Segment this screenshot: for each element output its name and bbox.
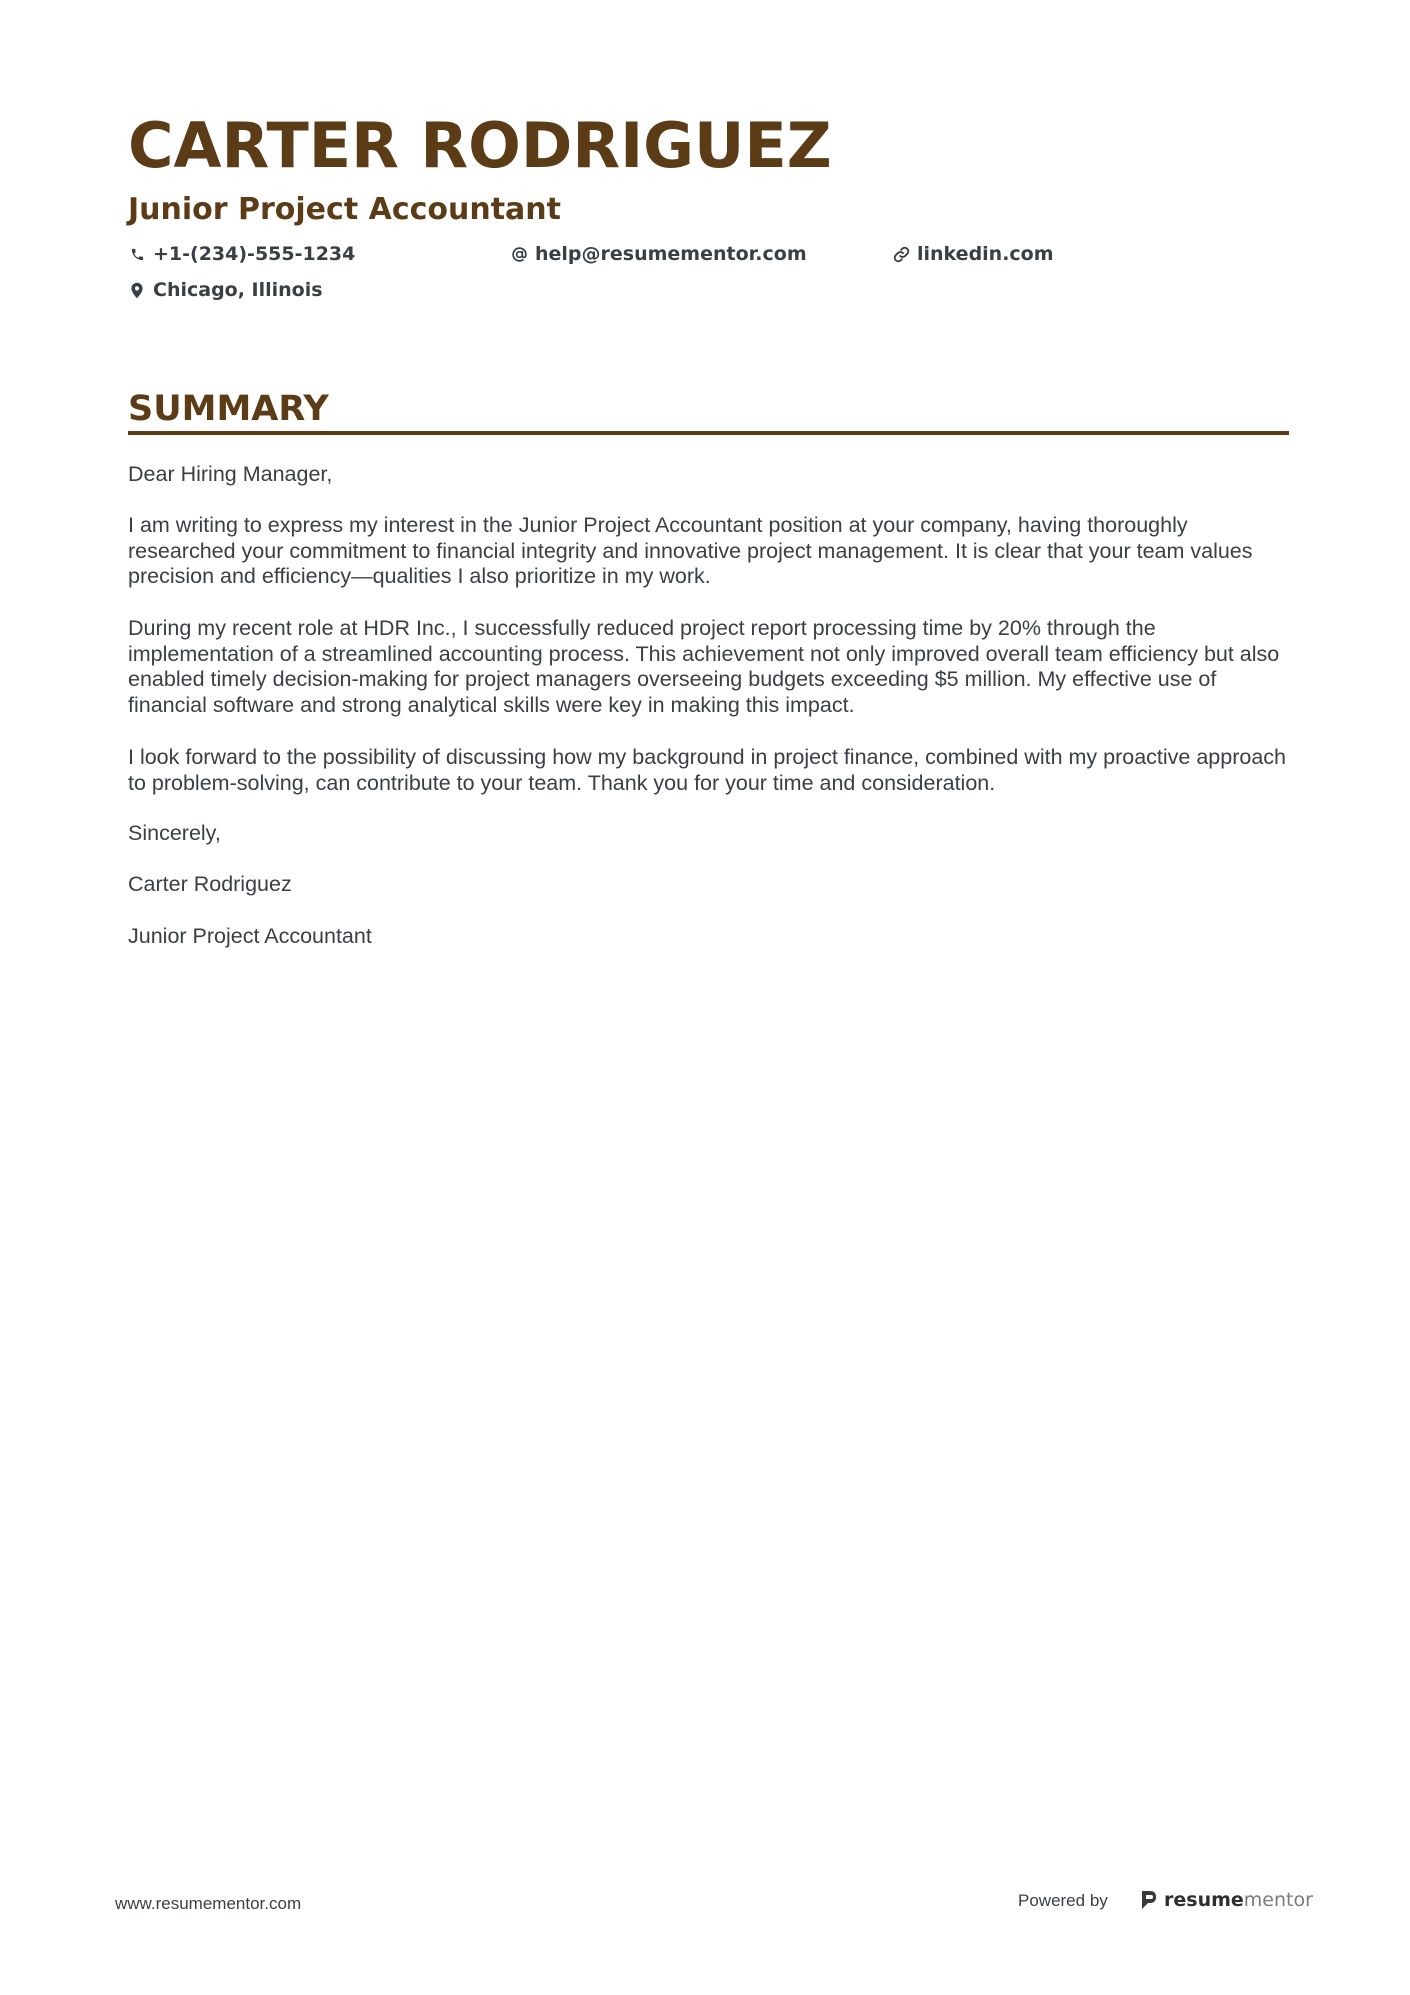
letter-paragraph: I look forward to the possibility of discussing how my background in project finance, combined with my proactive approach to problem-solving, can contribute to your team. Thank you for your time and consideration. [128, 745, 1286, 795]
signature-name: Carter Rodriguez [128, 872, 292, 896]
link-icon [892, 245, 910, 263]
contact-email[interactable] [510, 240, 807, 268]
contact-website[interactable] [892, 240, 1054, 268]
location-text: Chicago, Illinois [153, 279, 323, 301]
signature-title: Junior Project Accountant [128, 924, 372, 948]
candidate-name: CARTER RODRIGUEZ [128, 109, 832, 182]
section-divider [128, 431, 1289, 435]
letter-paragraph: I am writing to express my interest in the Junior Project Accountant position at your company, having thoroughly researched your commitment to financial integrity and innovative project management. It is clear that your team values precision and efficiency—qualities I also prioritize in my work. [128, 513, 1253, 589]
website-text: linkedin.com [917, 243, 1054, 265]
footer-website-link[interactable]: www.resumementor.com [115, 1894, 302, 1913]
brand-wordmark [1164, 1889, 1313, 1911]
letter-greeting: Dear Hiring Manager, [128, 462, 333, 486]
email-text: help@resumementor.com [535, 243, 807, 265]
letter-paragraph: During my recent role at HDR Inc., I successfully reduced project report processing time by 20% through the implementation of a streamlined accounting process. This achievement not only improved overall team efficiency but also enabled timely decision-making for project managers overseeing budgets exceeding $5 million. My effective use of financial software and strong analytical skills were key in making this impact. [128, 616, 1280, 717]
at-icon [510, 245, 528, 263]
phone-text: +1-(234)-555-1234 [153, 243, 356, 265]
letter-closing: Sincerely, [128, 821, 221, 845]
contact-phone [128, 240, 355, 268]
summary-heading: SUMMARY [128, 389, 329, 429]
brand-light-text: mentor [1243, 1889, 1313, 1911]
resumementor-logo-icon [1140, 1889, 1160, 1911]
job-title: Junior Project Accountant [128, 192, 561, 227]
map-pin-icon [128, 281, 146, 299]
brand-strong-text: resume [1164, 1889, 1244, 1911]
brand-logo[interactable] [1140, 1885, 1313, 1915]
phone-icon [128, 245, 146, 263]
contact-location [128, 276, 323, 304]
powered-by-label: Powered by [1018, 1891, 1108, 1910]
